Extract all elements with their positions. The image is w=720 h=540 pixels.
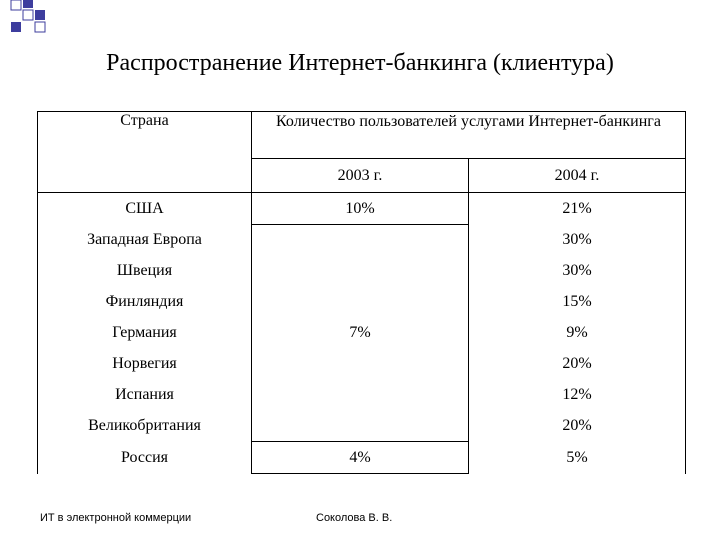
footer-author: Соколова В. В.: [316, 512, 393, 524]
value-2003-cell: 10%: [252, 193, 469, 225]
country-cell: Испания: [38, 380, 252, 411]
deco-square: [11, 0, 21, 10]
deco-square: [35, 10, 45, 20]
table-row: [38, 442, 686, 474]
value-2004-cell: 12%: [469, 380, 686, 411]
country-cell: Западная Европа: [38, 225, 252, 256]
deco-square: [23, 0, 33, 8]
slide-title: Распространение Интернет-банкинга (клиентура): [106, 50, 614, 76]
value-2004-cell: 20%: [469, 411, 686, 442]
decorative-squares: [0, 0, 720, 36]
header-country: Страна: [38, 112, 252, 193]
country-cell: Великобритания: [38, 411, 252, 442]
internet-banking-table: [37, 111, 686, 474]
country-cell: Финляндия: [38, 287, 252, 318]
country-cell: Германия: [38, 318, 252, 349]
country-cell: Россия: [38, 442, 252, 474]
table-header-row: [38, 112, 686, 159]
table-row: [38, 193, 686, 225]
value-2003-merged-cell: 7%: [252, 225, 469, 442]
header-year-2004: 2004 г.: [469, 159, 686, 193]
value-2004-cell: 21%: [469, 193, 686, 225]
footer-course: ИТ в электронной коммерции: [40, 512, 192, 524]
value-2003-cell: 4%: [252, 442, 469, 474]
country-cell: США: [38, 193, 252, 225]
country-cell: Норвегия: [38, 349, 252, 380]
value-2004-cell: 30%: [469, 256, 686, 287]
header-users: Количество пользователей услугами Интернет-банкинга: [252, 112, 686, 159]
value-2004-cell: 5%: [469, 442, 686, 474]
value-2004-cell: 15%: [469, 287, 686, 318]
deco-square: [23, 10, 33, 20]
header-year-2003: 2003 г.: [252, 159, 469, 193]
table-row: [38, 225, 686, 256]
value-2004-cell: 9%: [469, 318, 686, 349]
country-cell: Швеция: [38, 256, 252, 287]
value-2004-cell: 20%: [469, 349, 686, 380]
value-2004-cell: 30%: [469, 225, 686, 256]
deco-square: [35, 22, 45, 32]
deco-square: [11, 22, 21, 32]
